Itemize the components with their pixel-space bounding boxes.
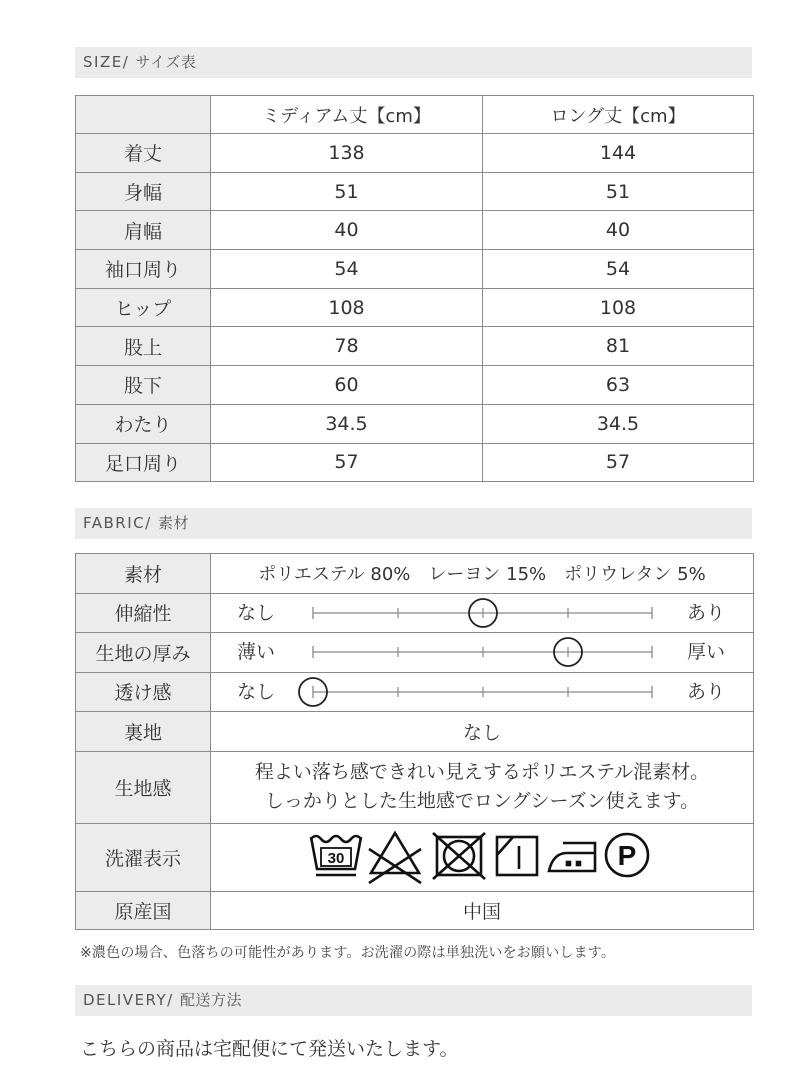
sheerness-row [76,672,754,712]
origin-row [76,891,754,929]
scale-max-label: 厚い [686,641,725,664]
scale-track-icon [211,633,754,671]
svg-text:P: P [617,840,637,871]
long-value: 108 [483,288,754,327]
fabric-title-en: FABRIC/ [83,514,152,532]
iron-medium-icon [549,843,595,871]
delivery-title-en: DELIVERY/ [83,991,174,1009]
table-row [76,327,754,366]
fabric-title-jp: 素材 [157,514,189,532]
medium-value: 51 [211,172,483,211]
scale-track-icon [211,673,754,711]
stretch-label: 伸縮性 [76,593,211,633]
table-row [76,211,754,250]
size-header-row [76,96,754,134]
medium-value: 60 [211,366,483,405]
delivery-title-jp: 配送方法 [180,991,243,1009]
size-table [75,95,754,482]
stretch-scale [211,593,754,633]
care-row [76,823,754,891]
row-label: 足口周り [76,443,211,482]
size-title-en: SIZE/ [83,53,130,71]
long-value: 34.5 [483,404,754,443]
sheerness-label: 透け感 [76,672,211,712]
size-header-blank [76,96,211,134]
scale-min-label: 薄い [237,641,276,664]
feel-line-2: しっかりとした生地感でロングシーズン使えます。 [264,790,700,812]
lining-value: なし [211,712,754,752]
long-value: 57 [483,443,754,482]
no-tumble-dry-icon [433,833,485,879]
medium-value: 40 [211,211,483,250]
size-header-medium: ミディアム丈【cm】 [211,96,483,134]
long-value: 51 [483,172,754,211]
table-row [76,172,754,211]
delivery-section-header [75,985,752,1016]
table-row [76,404,754,443]
row-label: ヒップ [76,288,211,327]
table-row [76,288,754,327]
scale-track-icon [211,594,754,632]
feel-row [76,751,754,823]
size-title-jp: サイズ表 [135,53,197,71]
scale-max-label: あり [686,680,725,703]
lining-row [76,712,754,752]
line-dry-shade-icon [497,837,537,875]
medium-value: 34.5 [211,404,483,443]
medium-value: 138 [211,134,483,173]
row-label: 股下 [76,366,211,405]
long-value: 81 [483,327,754,366]
material-row [76,554,754,594]
fabric-section-header [75,508,752,539]
material-value: ポリエステル 80% レーヨン 15% ポリウレタン 5% [211,554,754,594]
feel-label: 生地感 [76,751,211,823]
size-header-long: ロング丈【cm】 [483,96,754,134]
feel-description [211,751,754,823]
fabric-table [75,553,754,930]
care-icons [211,823,754,891]
long-value: 144 [483,134,754,173]
svg-text:30: 30 [327,850,345,867]
sheerness-scale [211,672,754,712]
medium-value: 54 [211,250,483,289]
long-value: 63 [483,366,754,405]
medium-value: 78 [211,327,483,366]
table-row [76,134,754,173]
wash-30-gentle-icon [311,836,361,875]
scale-min-label: なし [237,680,276,703]
size-section-header [75,47,752,78]
origin-value: 中国 [211,891,754,929]
stretch-row [76,593,754,633]
origin-label: 原産国 [76,891,211,929]
material-label: 素材 [76,554,211,594]
thickness-label: 生地の厚み [76,633,211,673]
feel-line-1: 程よい落ち感できれい見えするポリエステル混素材。 [254,761,710,783]
row-label: わたり [76,404,211,443]
care-symbols [307,829,657,885]
delivery-text: こちらの商品は宅配便にて発送いたします。 [80,1038,459,1060]
table-row [76,250,754,289]
medium-value: 108 [211,288,483,327]
medium-value: 57 [211,443,483,482]
row-label: 袖口周り [76,250,211,289]
row-label: 肩幅 [76,211,211,250]
row-label: 身幅 [76,172,211,211]
scale-max-label: あり [686,601,725,624]
scale-min-label: なし [237,601,276,624]
row-label: 着丈 [76,134,211,173]
thickness-scale [211,633,754,673]
no-bleach-icon [369,833,421,883]
long-value: 54 [483,250,754,289]
dry-clean-p-icon [606,834,648,876]
table-row [76,443,754,482]
care-note: ※濃色の場合、色落ちの可能性があります。お洗濯の際は単独洗いをお願いします。 [80,945,616,961]
table-row [76,366,754,405]
care-label: 洗濯表示 [76,823,211,891]
long-value: 40 [483,211,754,250]
lining-label: 裏地 [76,712,211,752]
row-label: 股上 [76,327,211,366]
thickness-row [76,633,754,673]
